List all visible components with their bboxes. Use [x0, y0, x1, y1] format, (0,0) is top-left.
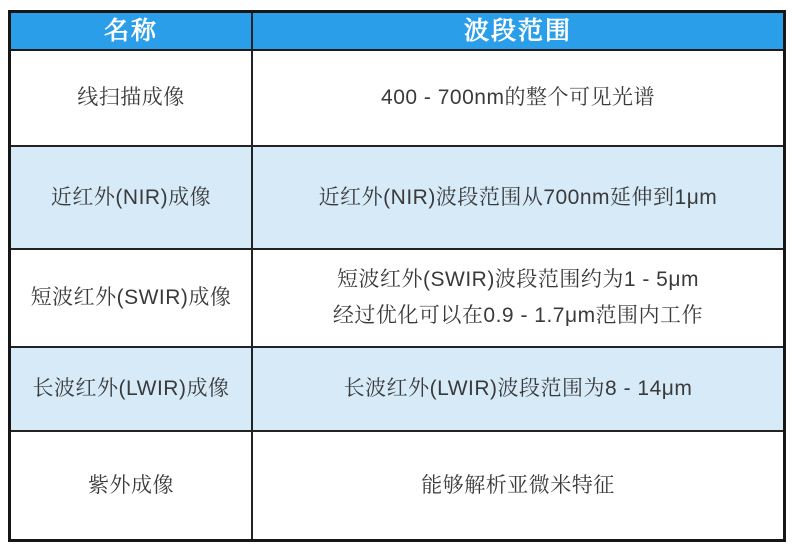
table-row-5-name-cell: [11, 432, 253, 539]
row-5-name: 紫外成像: [88, 473, 174, 497]
row-1-name: 线扫描成像: [77, 86, 185, 110]
row-3-name: 短波红外(SWIR)成像: [30, 286, 232, 310]
row-4-range-line-1: 长波红外(LWIR)波段范围为8 - 14μm: [343, 377, 693, 401]
table-row-2-name-cell: [11, 147, 253, 250]
wavelength-band-table: [8, 10, 786, 542]
table-row-4-name-cell: [11, 348, 253, 432]
table-row-3-range-cell: [253, 250, 783, 348]
table-row-2-range-cell: [253, 147, 783, 250]
table-row-1-range-cell: [253, 51, 783, 147]
row-4-name: 长波红外(LWIR)成像: [32, 377, 230, 401]
table-row-3-name-cell: [11, 250, 253, 348]
table-row-4-range-cell: [253, 348, 783, 432]
header-band-range-label: 波段范围: [463, 16, 572, 45]
header-cell-band-range: [253, 13, 783, 51]
row-5-range-line-1: 能够解析亚微米特征: [421, 473, 615, 497]
row-3-range-line-1: 短波红外(SWIR)波段范围约为1 - 5μm: [337, 268, 699, 292]
table-row-1-name-cell: [11, 51, 253, 147]
row-3-range-line-2: 经过优化可以在0.9 - 1.7μm范围内工作: [332, 304, 704, 327]
header-name-label: 名称: [103, 16, 158, 45]
header-cell-name: [11, 13, 253, 51]
row-1-range-line-1: 400 - 700nm的整个可见光谱: [381, 86, 655, 110]
row-2-range-line-1: 近红外(NIR)波段范围从700nm延伸到1μm: [318, 185, 718, 209]
table-row-5-range-cell: [253, 432, 783, 539]
row-2-name: 近红外(NIR)成像: [50, 185, 212, 209]
